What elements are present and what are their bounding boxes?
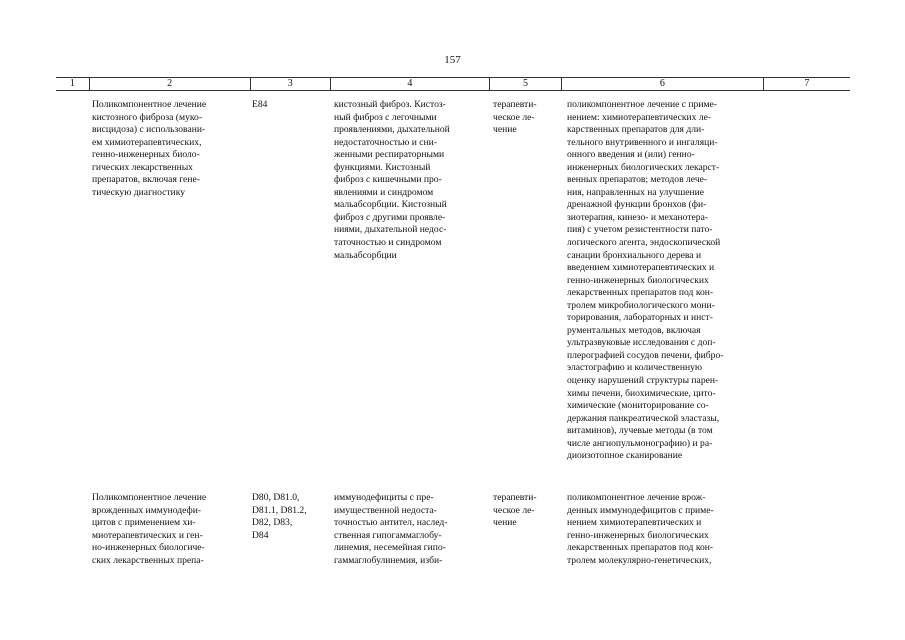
text-line: проявлениями, дыхательной <box>334 124 450 136</box>
text-line: ственная гипогаммаглобу- <box>334 529 442 541</box>
text-line: врожденных иммунодефи- <box>92 504 202 516</box>
text-line: D80, D81.0, <box>252 492 300 503</box>
text-line: Поликомпонентное лечение <box>92 492 207 503</box>
text-line: тролем молекулярно-генетических, <box>567 554 712 566</box>
text-line: гических лекарственных <box>92 161 193 173</box>
text-line: терапевти- <box>493 492 537 503</box>
row1-treatment-type <box>493 99 553 137</box>
text-line: D82, D83, <box>252 517 293 529</box>
text-line: фиброз с кишечными про- <box>334 174 442 186</box>
text-line: терапевти- <box>493 99 537 110</box>
text-line: ния, направленных на улучшение <box>567 186 705 198</box>
text-line: E84 <box>252 99 268 110</box>
row2-patient-model <box>334 492 480 567</box>
row1-treatment-method <box>567 99 757 463</box>
text-line: химические (мониторирование со- <box>567 400 709 412</box>
text-line: ем химиотерапевтических, <box>92 136 202 148</box>
text-line: эластографию и количественную <box>567 362 703 374</box>
text-line: таточностью и синдромом <box>334 237 442 249</box>
text-line: числе ангиопульмонографию) и ра- <box>567 437 713 449</box>
text-line: санации бронхиального дерева и <box>567 249 702 261</box>
text-line: препаратов, включая гене- <box>92 174 200 186</box>
row1-patient-model <box>334 99 480 262</box>
text-line: ниями, дыхательной недос- <box>334 224 447 236</box>
column-header-1: 1 <box>69 78 75 89</box>
text-line: гаммаглобулинемия, изби- <box>334 554 443 566</box>
text-line: оценку нарушений структуры парен- <box>567 375 719 387</box>
text-line: генно-инженерных биологических <box>567 529 709 541</box>
text-line: нением: химиотерапевтических ле- <box>567 111 712 123</box>
text-line: висцидоза) с использовани- <box>92 124 206 136</box>
text-line: генно-инженерных биоло- <box>92 149 200 161</box>
column-header-4: 4 <box>330 78 489 90</box>
row1-icd-codes <box>252 99 324 112</box>
text-line: лекарственных препаратов под кон- <box>567 287 714 299</box>
row1-treatment-name <box>92 99 243 199</box>
text-line: иммунодефициты с пре- <box>334 492 434 503</box>
text-line: Поликомпонентное лечение <box>92 99 207 110</box>
column-header-7: 7 <box>763 78 850 90</box>
text-line: чение <box>493 517 517 529</box>
text-line: D81.1, D81.2, <box>252 504 307 516</box>
text-line: химы печени, биохимические, цито- <box>567 387 716 399</box>
text-line: чение <box>493 124 517 136</box>
text-line: миотерапевтических и ген- <box>92 529 203 541</box>
text-line: поликомпонентное лечение с приме- <box>567 99 718 110</box>
column-header-3: 3 <box>250 78 330 90</box>
text-line: логического агента, эндоскопической <box>567 237 721 249</box>
text-line: ный фиброз с легочными <box>334 111 437 123</box>
text-line: кистозного фиброза (муко- <box>92 111 203 123</box>
text-line: тельного внутривенного и ингаляци- <box>567 136 718 148</box>
text-line: цитов с применением хи- <box>92 517 196 529</box>
text-line: кистозный фиброз. Кистоз- <box>334 99 446 110</box>
text-line: денных иммунодефицитов с приме- <box>567 504 714 516</box>
text-line: генно-инженерных биологических <box>567 274 709 286</box>
column-header-2: 2 <box>89 78 250 90</box>
text-line: ческое ле- <box>493 111 535 123</box>
text-line: диоизотопное сканирование <box>567 450 683 462</box>
column-header-5: 5 <box>489 78 561 90</box>
text-line: зиотерапия, кинезо- и механотера- <box>567 211 709 223</box>
text-line: имущественной недоста- <box>334 504 437 516</box>
text-line: ских лекарственных препа- <box>92 554 204 566</box>
text-line: лекарственных препаратов под кон- <box>567 542 714 554</box>
row2-treatment-type <box>493 492 553 530</box>
text-line: но-инженерных биологиче- <box>92 542 205 554</box>
text-line: линемия, несемейная гипо- <box>334 542 446 554</box>
text-line: нением химиотерапевтических и <box>567 517 702 529</box>
text-line: торирования, лабораторных и инст- <box>567 312 713 324</box>
text-line: витаминов), лучевые методы (в том <box>567 425 713 437</box>
text-line: D84 <box>252 529 269 541</box>
text-line: мальабсорбции. Кистозный <box>334 199 447 211</box>
text-line: держания панкреатической эластазы, <box>567 412 720 424</box>
text-line: ческое ле- <box>493 504 535 516</box>
text-line: венных препаратов; методов лече- <box>567 174 708 186</box>
text-line: тическую диагностику <box>92 186 186 198</box>
text-line: пия) с учетом резистентности пато- <box>567 224 713 236</box>
text-line: плерографией сосудов печени, фибро- <box>567 349 724 361</box>
text-line: фиброз с другими проявле- <box>334 211 446 223</box>
text-line: поликомпонентное лечение врож- <box>567 492 706 503</box>
row2-treatment-name <box>92 492 243 567</box>
text-line: карственных препаратов для дли- <box>567 124 705 136</box>
text-line: введением химиотерапевтических и <box>567 262 715 274</box>
text-line: инженерных биологических лекарст- <box>567 161 720 173</box>
text-line: онного введения и (или) генно- <box>567 149 695 161</box>
text-line: мальабсорбции <box>334 249 397 261</box>
text-line: недостаточностью и сни- <box>334 136 438 148</box>
column-header-6: 6 <box>561 78 762 90</box>
text-line: тролем микробиологического мони- <box>567 299 715 311</box>
text-line: дренажной функции бронхов (фи- <box>567 199 707 211</box>
table-header-row <box>56 77 850 91</box>
text-line: точностью антител, наслед- <box>334 517 448 529</box>
text-line: рументальных методов, включая <box>567 324 701 336</box>
text-line: ультразвуковые исследования с доп- <box>567 337 716 349</box>
page-number: 157 <box>444 54 461 66</box>
row2-icd-codes <box>252 492 324 542</box>
text-line: явлениями и синдромом <box>334 186 434 198</box>
row2-treatment-method <box>567 492 757 567</box>
text-line: женными респираторными <box>334 149 445 161</box>
text-line: функциями. Кистозный <box>334 161 431 173</box>
